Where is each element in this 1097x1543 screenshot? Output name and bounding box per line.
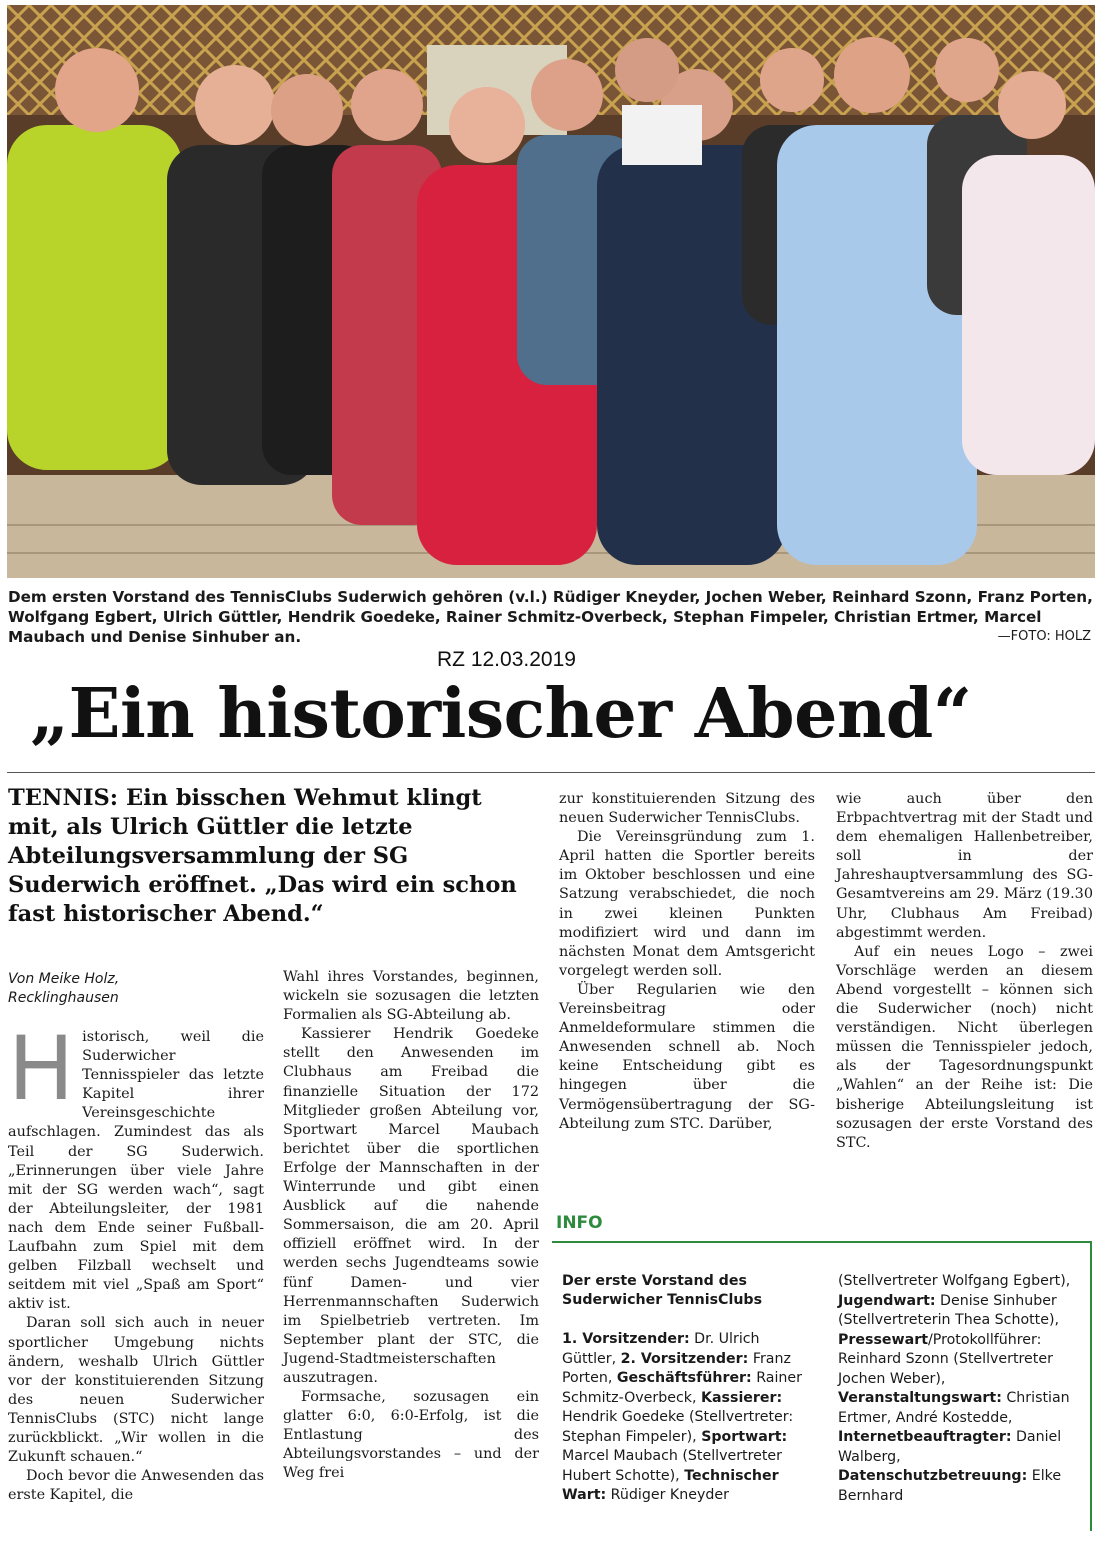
article-paragraph: Die Vereinsgründung zum 1. April hatten die Sportler bereits im Oktober beschlossen und eine Satzung verabschiedet, die noch in zwei kleinen Punkten modifiziert wird und dann im nächsten Monat dem Amtsgericht vorgelegt werden soll. [559,829,815,979]
info-entry: Jugendwart: Denise Sinhuber (Stellvertreterin Thea Schotte), [838,1292,1060,1328]
article-paragraph: Historisch, weil die Suderwicher Tennisspieler das letzte Kapitel ihrer Vereinsgeschichte aufschlagen. Zumindest das als Teil der SG Suderwich. „Erinnerungen über viele Jahre mit der SG werden wach“, sagt der Abteilungsleiter, der 1981 nach dem Ende seiner Fußball-Laufbahn zum Spiel mit dem gelben Filzball wechselt und seitdem mit viel „Spaß am Sport“ aktiv ist. [8,1017,264,1313]
group-photo-illustration [7,5,1095,578]
info-entry: Internetbeauftragter: Daniel Walberg, [838,1429,1062,1465]
info-entry: Kassierer: Hendrik Goedeke (Stellvertreter: Stephan Fimpeler), [562,1389,794,1445]
info-entry: Pressewart/Protokollführer: Reinhard Szonn (Stellvertreter Jochen Weber), [838,1331,1053,1387]
article-paragraph: Auf ein neues Logo – zwei Vorschläge werden an diesem Abend vorgestellt – können sich die Suderwicher (noch) nicht verständigen. Nicht überlegen müssen die Tennisspieler jedoch, als der Tagesordnungspunkt „Wahlen“ an der Reihe ist: Die bisherige Abteilungsleitung ist sozusagen der erste Vorstand des STC. [836,943,1093,1151]
divider [7,772,1095,773]
byline [8,970,268,1008]
article-paragraph: Wahl ihres Vorstandes, beginnen, wickeln sie sozusagen die letzten Formalien als SG-Abteilung ab. [283,969,539,1024]
lead-paragraph: TENNIS: Ein bisschen Wehmut klingt mit, als Ulrich Güttler die letzte Abteilungsversammlung der SG Suderwich eröffnet. „Das wird ein schon fast historischer Abend.“ [8,785,517,927]
info-entry: Veranstaltungswart: Christian Ertmer, André Kostedde, [838,1390,1070,1426]
photo-credit: —FOTO: HOLZ [997,629,1091,644]
drop-cap: H [8,1017,75,1120]
article-column-4 [836,790,1093,1153]
info-entry: (Stellvertreter Wolfgang Egbert), [838,1273,1071,1289]
byline-author: Von Meike Holz, [8,971,120,987]
info-entry: Technischer Wart: Rüdiger Kneyder [562,1467,779,1503]
article-paragraph: Kassierer Hendrik Goedeke stellt den Anwesenden im Clubhaus am Freibad die finanzielle Situation der 172 Mitglieder großen Abteilung vor, Sportwart Marcel Maubach berichtet über die sportlichen Erfolge der Mannschaften in der Winterrunde und gibt einen Ausblick auf die nahende Sommersaison, die am 20. April offiziell eröffnet wird. In der werden sechs Jugendteams sowie fünf Damen- und vier Herrenmannschaften Suderwich im Spielbetrieb vertreten. Im September plant der STC, die Jugend-Stadtmeisterschaften auszutragen. [283,1026,539,1386]
info-heading: Der erste Vorstand des Suderwicher TennisClubs [562,1273,763,1308]
photo-caption: Dem ersten Vorstand des TennisClubs Suderwich gehören (v.l.) Rüdiger Kneyder, Jochen Weber, Reinhard Szonn, Franz Porten, Wolfgang Egbert, Ulrich Güttler, Hendrik Goedeke, Rainer Schmitz-Overbeck, Stephan Fimpeler, Christian Ertmer, Marcel Maubach und Denise Sinhuber an. [8,588,1093,646]
article-paragraph: Über Regularien wie den Vereinsbeitrag oder Anmeldeformulare stimmen die Anwesenden schnell ab. Noch keine Entscheidung gibt es hingegen über die Vermögensübertragung der SG-Abteilung zum STC. Darüber, [559,981,815,1132]
date-stamp: RZ 12.03.2019 [437,648,576,671]
group-photo [7,5,1095,578]
article-column-3 [559,790,815,1134]
article-column-2 [283,968,539,1484]
info-entry: Datenschutzbetreuung: Elke Bernhard [838,1468,1062,1504]
article-paragraph: Daran soll sich auch in neuer sportlicher Umgebung nichts ändern, weshalb Ulrich Güttler vor der konstituierenden Sitzung des neuen Suderwicher TennisClubs (STC) nicht lange zurückblickt. „Wir wollen in die Zukunft schauen.“ [8,1315,264,1466]
info-entry: 2. Vorsitzender: Franz Porten, [562,1350,791,1386]
article-paragraph: wie auch über den Erbpachtvertrag mit der Stadt und dem ehemaligen Hallenbetreiber, soll in der Jahreshauptversammlung des SG-Gesamtvereins am 29. März (19.30 Uhr, Clubhaus Am Freibad) abgestimmt werden. [836,791,1093,941]
info-column-left [562,1330,802,1506]
headline: „Ein historischer Abend“ [30,674,972,754]
info-entry: Geschäftsführer: Rainer Schmitz-Overbeck, [562,1370,802,1406]
byline-location: Recklinghausen [8,990,119,1006]
info-column-right [838,1272,1078,1506]
article-paragraph: zur konstituierenden Sitzung des neuen Suderwicher TennisClubs. [559,791,815,827]
info-entry: Sportwart: Marcel Maubach (Stellvertreter Hubert Schotte), [562,1428,788,1484]
info-entry: 1. Vorsitzender: Dr. Ulrich Güttler, [562,1331,760,1367]
article-column-1 [8,1017,264,1505]
article-paragraph: Formsache, sozusagen ein glatter 6:0, 6:0-Erfolg, ist die Entlastung des Abteilungsvorstandes – und der Weg frei [283,1389,539,1482]
info-tag: INFO [556,1213,603,1233]
article-paragraph: Doch bevor die Anwesenden das erste Kapitel, die [8,1468,264,1504]
